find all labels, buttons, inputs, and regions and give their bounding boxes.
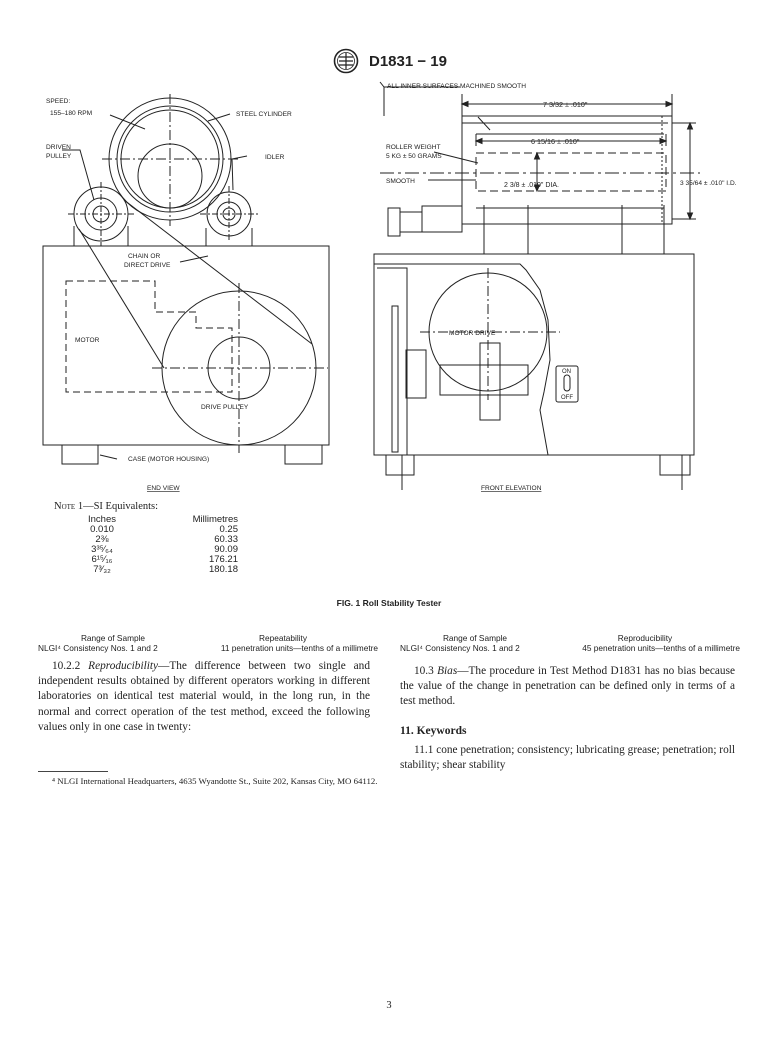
reproducibility-row <box>400 643 740 653</box>
roller-weight-label-2: 5 KG ± 50 GRAMS <box>386 153 442 160</box>
repeatability-table <box>38 633 378 653</box>
paragraph-10-3 <box>400 664 735 710</box>
repeatability-row <box>38 643 378 653</box>
si-equivalents-table <box>76 515 238 575</box>
inches-cell: 6¹⁵⁄₁₆ <box>91 554 113 565</box>
steel-cylinder-label: STEEL CYLINDER <box>236 111 292 118</box>
range-of-sample-cell: NLGI⁴ Consistency Nos. 1 and 2 <box>400 643 520 653</box>
millimetres-cell: 60.33 <box>214 534 238 545</box>
table-row <box>76 565 238 575</box>
reproducibility-header-row <box>400 633 740 643</box>
repeatability-header: Repeatability <box>259 633 307 643</box>
paragraph-11-1: 11.1 cone penetration; consistency; lubricating grease; penetration; roll stability; shear stability <box>400 743 735 772</box>
inner-surfaces-label: ALL INNER SURFACES MACHINED SMOOTH <box>387 83 526 90</box>
repeatability-header-row <box>38 633 378 643</box>
left-column <box>38 659 370 735</box>
section-number: 10.3 <box>414 665 438 677</box>
section-text: —The difference between two single and independent results obtained by different operators working in different laboratories on identical test material would, in the long run, in the normal and correct operation of the test method, exceed the following values only in one case in twenty: <box>38 660 370 733</box>
millimetres-cell: 90.09 <box>214 544 238 555</box>
repeatability-value: 11 penetration units—tenths of a millimetre <box>220 643 378 653</box>
speed-label: SPEED: <box>46 98 71 105</box>
inches-cell: 7³⁄₃₂ <box>93 564 111 575</box>
inches-cell: 2⅜ <box>95 534 109 545</box>
reproducibility-table <box>400 633 740 653</box>
smooth-label: SMOOTH <box>386 178 415 185</box>
page-number: 3 <box>386 1000 392 1011</box>
note-label: Note 1 <box>54 501 84 512</box>
chain-label-2: DIRECT DRIVE <box>124 262 171 269</box>
millimetres-header: Millimetres <box>192 514 238 525</box>
note-text: —SI Equivalents: <box>83 501 159 512</box>
end-view-drawing <box>43 94 329 464</box>
designation: D1831 − 19 <box>369 52 447 70</box>
end-view-title: END VIEW <box>147 485 180 492</box>
chain-label-1: CHAIN OR <box>128 253 161 260</box>
reproducibility-header: Reproducibility <box>617 633 673 643</box>
millimetres-cell: 180.18 <box>208 564 238 575</box>
range-of-sample-header: Range of Sample <box>442 633 508 643</box>
inches-header: Inches <box>88 514 116 525</box>
case-label: CASE (MOTOR HOUSING) <box>128 456 210 463</box>
figure-caption: FIG. 1 Roll Stability Tester <box>336 598 442 608</box>
section-term: Reproducibility <box>88 660 159 672</box>
motor-drive-label: MOTOR DRIVE <box>449 330 496 337</box>
front-elevation-title: FRONT ELEVATION <box>481 485 542 492</box>
millimetres-cell: 0.25 <box>219 524 238 535</box>
section-text: —The procedure in Test Method D1831 has no bias because the value of the change in penetration can be defined only in terms of a test method. <box>400 665 735 708</box>
dim-roller-diameter: 2 3/8 ± .010" DIA. <box>504 182 559 189</box>
roller-weight-label-1: ROLLER WEIGHT <box>386 144 441 151</box>
driven-pulley-label-2: PULLEY <box>46 153 72 160</box>
range-of-sample-header: Range of Sample <box>80 633 146 643</box>
section-number: 10.2.2 <box>52 660 89 672</box>
speed-value: 155–180 RPM <box>50 110 93 117</box>
inches-cell: 3³⁵⁄₆₄ <box>91 544 113 555</box>
idler-label: IDLER <box>265 154 285 161</box>
roll-stability-figure <box>0 70 778 495</box>
switch-off-label: OFF <box>561 395 573 401</box>
dim-inner-length: 6 15/16 ± .010" <box>531 137 580 146</box>
section-term: Bias <box>437 665 458 677</box>
dim-inside-diameter: 3 35/64 ± .010" I.D. <box>680 180 737 187</box>
dim-outer-length: 7 3/32 ± .010" <box>543 100 588 109</box>
switch-on-label: ON <box>562 369 571 375</box>
keywords-heading: 11. Keywords <box>400 724 467 737</box>
motor-label: MOTOR <box>75 337 100 344</box>
driven-pulley-label-1: DRIVEN <box>46 144 71 151</box>
note-1 <box>54 501 158 512</box>
millimetres-cell: 176.21 <box>208 554 238 565</box>
footnote-4: ⁴ NLGI International Headquarters, 4635 Wyandotte St., Suite 202, Kansas City, MO 64112. <box>52 776 378 786</box>
range-of-sample-cell: NLGI⁴ Consistency Nos. 1 and 2 <box>38 643 158 653</box>
drive-pulley-label: DRIVE PULLEY <box>201 404 249 411</box>
reproducibility-value: 45 penetration units—tenths of a millimetre <box>582 643 740 653</box>
paragraph-10-2-2 <box>38 659 370 735</box>
right-column <box>400 664 735 773</box>
inches-cell: 0.010 <box>90 524 114 535</box>
footnote-rule <box>38 771 108 772</box>
